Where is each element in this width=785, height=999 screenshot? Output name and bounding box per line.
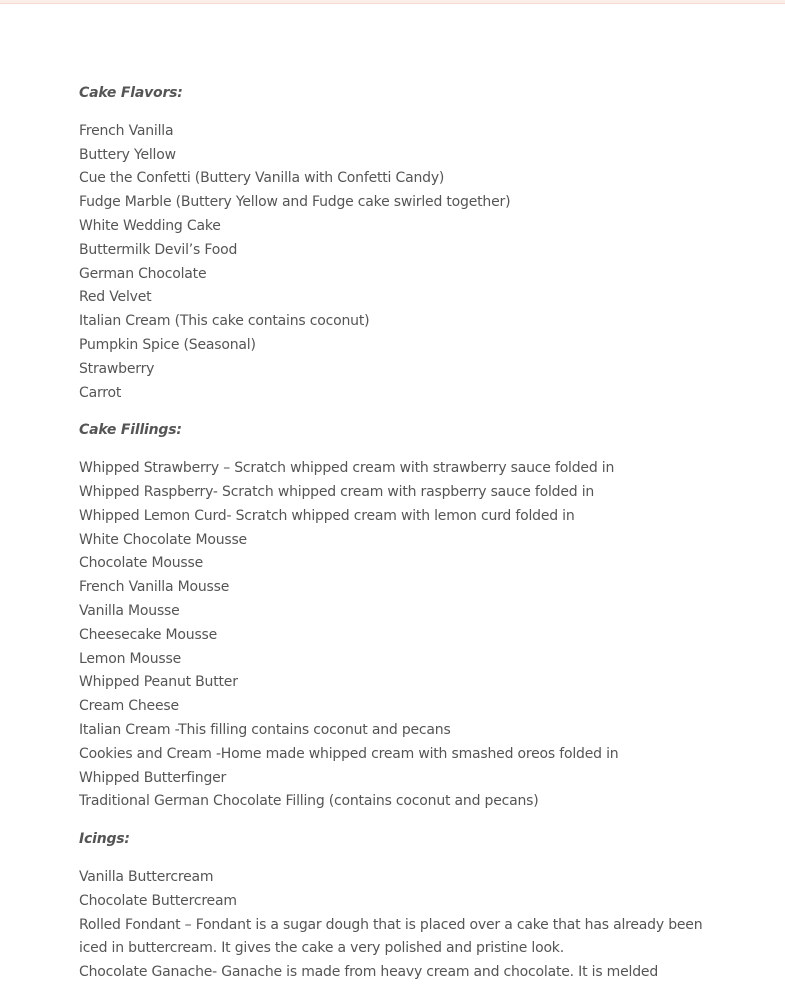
icings-heading: Icings: xyxy=(79,831,130,848)
list-item: Strawberry xyxy=(79,360,155,377)
list-item: Cookies and Cream -Home made whipped cream with smashed oreos folded in xyxy=(79,745,619,762)
cake-fillings-heading: Cake Fillings: xyxy=(79,422,182,439)
list-item: Chocolate Ganache- Ganache is made from heavy cream and chocolate. It is melded xyxy=(79,964,659,981)
cake-flavors-heading: Cake Flavors: xyxy=(79,85,183,101)
list-item: Carrot xyxy=(79,384,122,401)
list-item: Italian Cream -This filling contains coconut and pecans xyxy=(79,721,451,738)
list-item: Buttery Yellow xyxy=(79,146,176,163)
cake-fillings-list xyxy=(79,457,719,814)
list-item: Vanilla Buttercream xyxy=(79,868,214,885)
list-item: Lemon Mousse xyxy=(79,650,182,667)
list-item: White Chocolate Mousse xyxy=(79,531,247,548)
list-item: Whipped Peanut Butter xyxy=(79,674,238,691)
icings-list xyxy=(79,866,719,985)
list-item: French Vanilla Mousse xyxy=(79,579,230,596)
menu-content xyxy=(79,82,719,999)
list-item: Cue the Confetti (Buttery Vanilla with Confetti Candy) xyxy=(79,170,445,187)
list-item: Whipped Lemon Curd- Scratch whipped cream with lemon curd folded in xyxy=(79,507,575,524)
list-item: Italian Cream (This cake contains coconut) xyxy=(79,313,370,330)
list-item: Traditional German Chocolate Filling (contains coconut and pecans) xyxy=(79,793,539,810)
top-border xyxy=(0,0,785,4)
list-item: Cream Cheese xyxy=(79,698,179,715)
list-item: White Wedding Cake xyxy=(79,217,221,234)
list-item: Whipped Raspberry- Scratch whipped cream with raspberry sauce folded in xyxy=(79,483,595,500)
list-item: German Chocolate xyxy=(79,265,207,282)
list-item: Buttermilk Devil’s Food xyxy=(79,241,238,258)
list-item: Pumpkin Spice (Seasonal) xyxy=(79,336,256,353)
list-item: French Vanilla xyxy=(79,122,174,139)
list-item: Whipped Butterfinger xyxy=(79,769,227,786)
list-item: Vanilla Mousse xyxy=(79,602,180,619)
cake-flavors-list xyxy=(79,120,719,406)
list-item: Chocolate Mousse xyxy=(79,555,204,572)
list-item: Fudge Marble (Buttery Yellow and Fudge cake swirled together) xyxy=(79,194,511,211)
list-item: Rolled Fondant – Fondant is a sugar dough that is placed over a cake that has already been iced in buttercream. It gives the cake a very polished and pristine look. xyxy=(79,916,703,957)
list-item: Chocolate Buttercream xyxy=(79,892,237,909)
list-item: Cheesecake Mousse xyxy=(79,626,218,643)
list-item: Red Velvet xyxy=(79,289,152,306)
list-item: Whipped Strawberry – Scratch whipped cream with strawberry sauce folded in xyxy=(79,460,615,477)
